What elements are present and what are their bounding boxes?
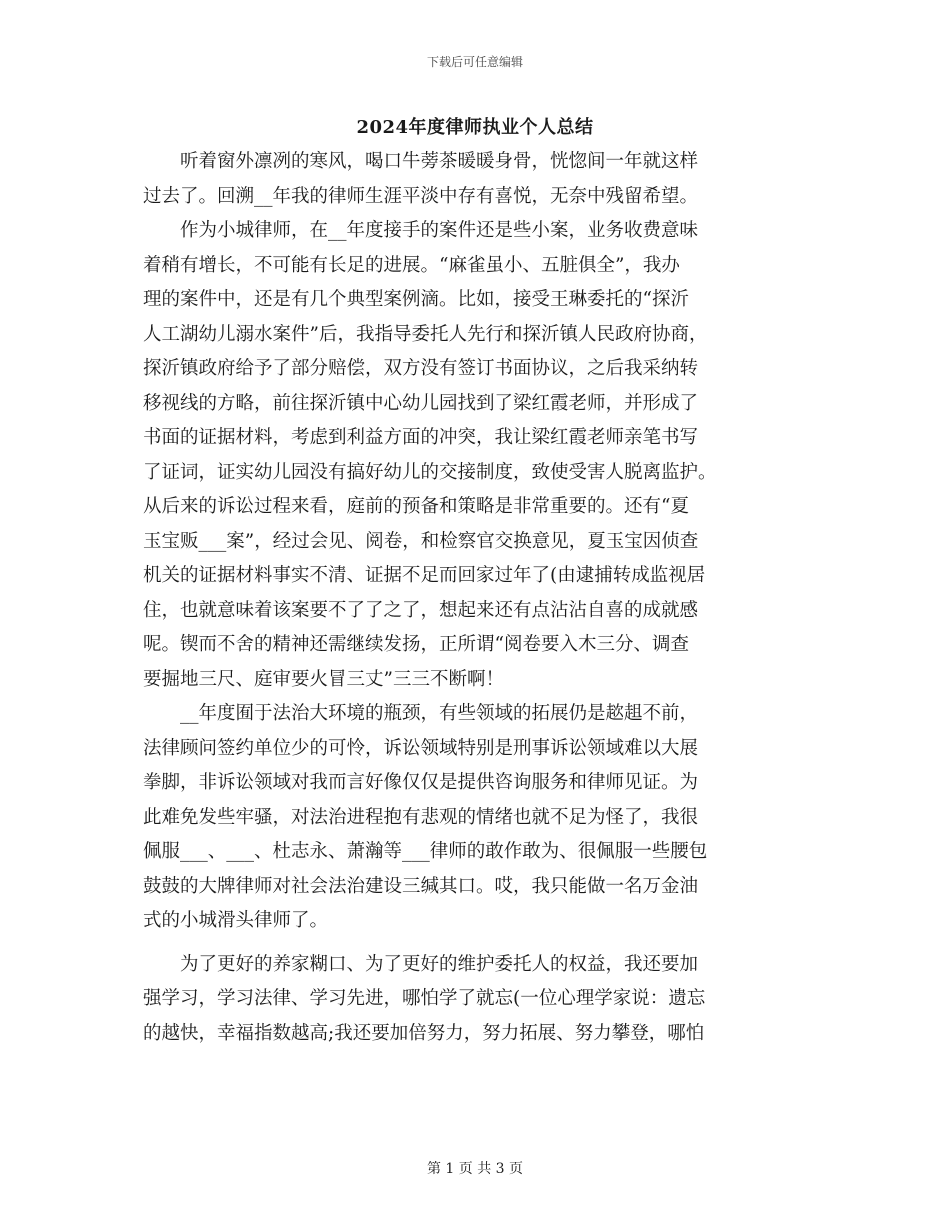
text-line: 为了更好的养家糊口、为了更好的维护委托人的权益，我还要加 — [143, 953, 699, 975]
text-line: 的越快，幸福指数越高;我还要加倍努力，努力拓展、努力攀登，哪怕 — [143, 1022, 705, 1044]
text-line: 了证词，证实幼儿园没有搞好幼儿的交接制度，致使受害人脱离监护。 — [143, 461, 717, 483]
document-title: 2024年度律师执业个人总结 — [356, 117, 594, 138]
text-line: 住，也就意味着该案要不了了之了，想起来还有点沾沾自喜的成就感 — [143, 599, 699, 621]
text-line: 机关的证据材料事实不清、证据不足而回家过年了(由逮捕转成监视居 — [143, 565, 706, 586]
text-line: 鼓鼓的大牌律师对社会法治建设三缄其口。哎，我只能做一名万金油 — [143, 875, 699, 897]
text-line: 呢。锲而不舍的精神还需继续发扬，正所谓“阅卷要入木三分、调查 — [143, 634, 689, 655]
paragraph — [143, 214, 803, 697]
text-line: __年度囿于法治大环境的瓶颈，有些领域的拓展仍是趑趄不前， — [143, 703, 699, 724]
paragraph — [143, 948, 803, 1052]
text-line: 此难免发些牢骚，对法治进程抱有悲观的情绪也就不足为怪了，我很 — [143, 806, 699, 828]
document-body — [143, 145, 803, 1051]
text-line: 着稍有增长，不可能有长足的进展。“麻雀虽小、五脏俱全”，我办 — [143, 254, 680, 276]
text-line: 移视线的方略，前往探沂镇中心幼儿园找到了梁红霞老师，并形成了 — [143, 392, 699, 414]
text-line: 拳脚，非诉讼领域对我而言好像仅仅是提供咨询服务和律师见证。为 — [143, 772, 699, 793]
text-line: 过去了。回溯__年我的律师生涯平淡中存有喜悦，无奈中残留希望。 — [143, 185, 699, 207]
text-line: 从后来的诉讼过程来看，庭前的预备和策略是非常重要的。还有“夏 — [143, 496, 689, 517]
page-header: 下载后可任意编辑 — [426, 55, 523, 69]
text-line: 佩服___、___、杜志永、萧瀚等___律师的敢作敢为、很佩服一些腰包 — [143, 841, 708, 862]
text-line: 作为小城律师，在__年度接手的案件还是些小案，业务收费意味 — [143, 220, 699, 241]
page-footer: 第 1 页 共 3 页 — [426, 1161, 524, 1177]
text-line: 理的案件中，还是有几个典型案例滴。比如，接受王琳委托的“探沂 — [143, 289, 689, 310]
paragraph — [143, 697, 803, 939]
text-line: 要掘地三尺、庭审要火冒三丈”三三不断啊！ — [143, 668, 504, 690]
text-line: 书面的证据材料，考虑到利益方面的冲突，我让梁红霞老师亲笔书写 — [143, 427, 699, 448]
text-line: 法律顾问签约单位少的可怜，诉讼领域特别是刑事诉讼领域难以大展 — [143, 737, 699, 759]
text-line: 探沂镇政府给予了部分赔偿，双方没有签订书面协议，之后我采纳转 — [143, 358, 699, 379]
text-line: 强学习，学习法律、学习先进，哪怕学了就忘(一位心理学家说：遗忘 — [143, 988, 706, 1009]
text-line: 式的小城滑头律师了。 — [143, 910, 329, 931]
text-line: 听着窗外凛冽的寒风，喝口牛蒡茶暖暖身骨，恍惚间一年就这样 — [143, 151, 699, 172]
text-line: 人工湖幼儿溺水案件”后，我指导委托人先行和探沂镇人民政府协商， — [143, 323, 708, 345]
paragraph — [143, 145, 803, 214]
text-line: 玉宝贩___案”，经过会见、阅卷，和检察官交换意见，夏玉宝因侦查 — [143, 530, 699, 552]
